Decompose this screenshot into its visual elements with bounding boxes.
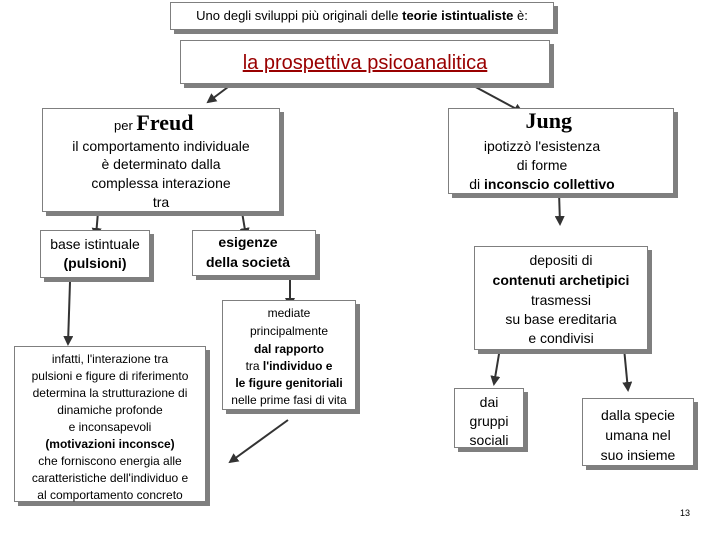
arrow-base-to-infatti (68, 282, 70, 344)
jung-line-3 (448, 176, 636, 192)
freud-line-3: complessa interazione (91, 175, 231, 191)
arrow-mediate-to-infatti (230, 420, 288, 462)
jung-line-3-prefix: di (469, 176, 485, 192)
freud-prefix: per (114, 118, 137, 133)
mediate-line-3: dal rapporto (253, 342, 324, 356)
infatti-line-5: e inconsapevoli (68, 420, 152, 434)
depositi-line-5: e condivisi (528, 330, 594, 346)
infatti-line-7: che forniscono energia alle (38, 454, 182, 468)
esigenze-line-2: della società (205, 254, 291, 270)
depositi-line-4: su base ereditaria (505, 311, 617, 327)
jung-line-1: ipotizzò l'esistenza (483, 138, 601, 154)
header-text-suffix: è: (513, 8, 528, 23)
infatti-line-8: caratteristiche dell'individuo e (31, 471, 189, 485)
dai-gruppi-line-2: gruppi (469, 413, 509, 429)
freud-line-2: è determinato dalla (101, 156, 221, 172)
specie-line-1: dalla specie (601, 407, 675, 423)
infatti-line-3: determina la strutturazione di (32, 386, 188, 400)
infatti-line-9: al comportamento concreto (37, 488, 183, 502)
mediate-line-4-bold: l'individuo e (262, 359, 333, 373)
arrow-jung-to-depositi (559, 192, 560, 224)
esigenze-line-1: esigenze (218, 234, 278, 250)
specie-line-3: suo insieme (600, 447, 676, 463)
freud-line-1: il comportamento individuale (72, 138, 250, 154)
header-box (170, 2, 554, 30)
mediate-line-2: principalmente (249, 324, 329, 338)
infatti-line-6: (motivazioni inconsce) (45, 437, 175, 451)
infatti-line-2: pulsioni e figure di riferimento (31, 369, 189, 383)
mediate-line-5: le figure genitoriali (235, 376, 343, 390)
specie-line-2: umana nel (605, 427, 671, 443)
depositi-line-3: trasmessi (531, 292, 591, 308)
base-line-2: (pulsioni) (63, 255, 127, 271)
base-line-1: base istintuale (50, 236, 140, 252)
header-text-prefix: Uno degli sviluppi più originali delle (196, 8, 403, 23)
jung-line-2: di forme (516, 157, 568, 173)
mediate-line-4-prefix: tra (245, 359, 263, 373)
depositi-line-2: contenuti archetipici (492, 272, 630, 288)
arrow-depositi-to-specie (624, 348, 628, 390)
freud-line-4: tra (152, 194, 170, 210)
freud-heading (42, 110, 280, 136)
arrow-depositi-to-gruppi (494, 348, 500, 384)
infatti-line-4: dinamiche profonde (57, 403, 163, 417)
freud-name: Freud (136, 110, 194, 135)
page-number: 13 (679, 508, 690, 518)
header-text-bold: teorie istintualiste (402, 8, 514, 23)
dai-gruppi-line-1: dai (479, 394, 499, 410)
arrow-title-to-freud (208, 84, 232, 102)
mediate-line-6: nelle prime fasi di vita (231, 393, 347, 407)
infatti-line-1: infatti, l'interazione tra (51, 352, 169, 366)
jung-line-3-bold: inconscio collettivo (484, 176, 615, 192)
mediate-line-1: mediate (267, 306, 311, 320)
depositi-line-1: depositi di (529, 252, 593, 268)
jung-name: Jung (525, 108, 572, 133)
main-title: la prospettiva psicoanalitica (242, 52, 488, 74)
mediate-line-4 (222, 359, 356, 373)
title-box (180, 40, 550, 84)
dai-gruppi-line-3: sociali (469, 432, 509, 448)
